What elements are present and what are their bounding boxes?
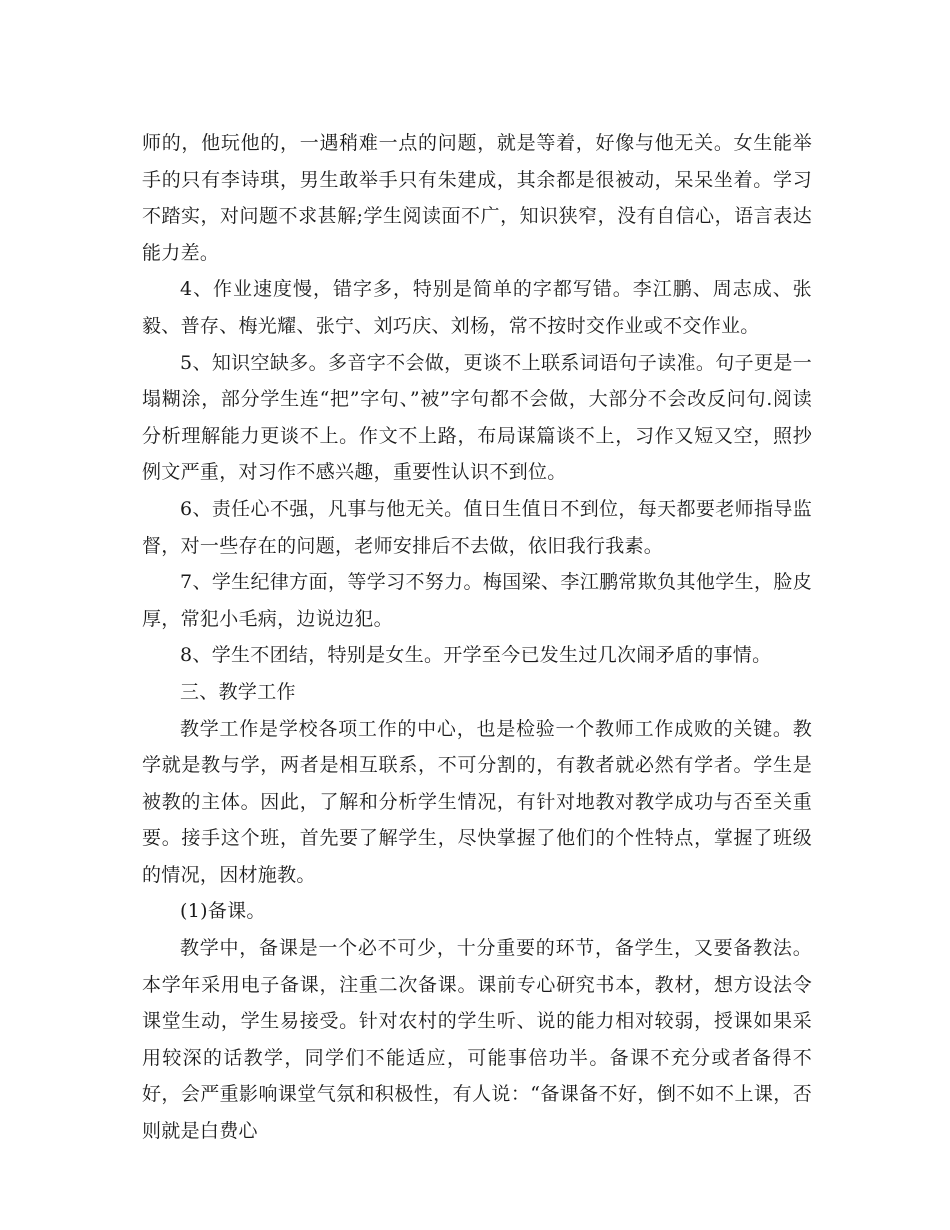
section-heading-teaching: 三、教学工作 xyxy=(180,680,296,703)
paragraph-item-6: 6、责任心不强，凡事与他无关。值日生值日不到位，每天都要老师指导监督，对一些存在的问题，老师安排后不去做，依旧我行我素。 xyxy=(142,497,812,557)
paragraph-item-7: 7、学生纪律方面，等学习不努力。梅国梁、李江鹏常欺负其他学生，脸皮厚，常犯小毛病，边说边犯。 xyxy=(142,571,812,630)
subheading-lesson-prep: (1)备课。 xyxy=(180,900,266,923)
paragraph-item-5: 5、知识空缺多。多音字不会做，更谈不上联系词语句子读准。句子更是一塌糊涂，部分学生连“把”字句、”被”字句都不会做，大部分不会改反问句.阅读分析理解能力更谈不上。作文不上路，布局谋篇谈不上，习作又短又空，照抄例文严重，对习作不感兴趣，重要性认识不到位。 xyxy=(142,351,812,484)
paragraph-teaching-intro: 教学工作是学校各项工作的中心，也是检验一个教师工作成败的关键。教学就是教与学，两者是相互联系，不可分割的，有教者就必然有学者。学生是被教的主体。因此，了解和分析学生情况，有针对地教对教学成功与否至关重要。接手这个班，首先要了解学生，尽快掌握了他们的个性特点，掌握了班级的情况，因材施教。 xyxy=(142,717,812,886)
paragraph-item-8: 8、学生不团结，特别是女生。开学至今已发生过几次闹矛盾的事情。 xyxy=(180,644,772,667)
paragraph-item-4: 4、作业速度慢，错字多，特别是简单的字都写错。李江鹏、周志成、张毅、普存、梅光耀、张宁、刘巧庆、刘杨，常不按时交作业或不交作业。 xyxy=(142,278,812,337)
document-page xyxy=(142,125,812,1150)
paragraph-lesson-prep: 教学中，备课是一个必不可少，十分重要的环节，备学生，又要备教法。本学年采用电子备课，注重二次备课。课前专心研究书本，教材，想方设法令课堂生动，学生易接受。针对农村的学生听、说的能力相对较弱，授课如果采用较深的话教学，同学们不能适应，可能事倍功半。备课不充分或者备得不好，会严重影响课堂气氛和积极性，有人说：“备课备不好，倒不如不上课，否则就是白费心 xyxy=(142,937,812,1143)
paragraph-continuation: 师的，他玩他的，一遇稍难一点的问题，就是等着，好像与他无关。女生能举手的只有李诗琪，男生敢举手只有朱建成，其余都是很被动，呆呆坐着。学习不踏实，对问题不求甚解;学生阅读面不广，知识狭窄，没有自信心，语言表达能力差。 xyxy=(142,132,812,264)
